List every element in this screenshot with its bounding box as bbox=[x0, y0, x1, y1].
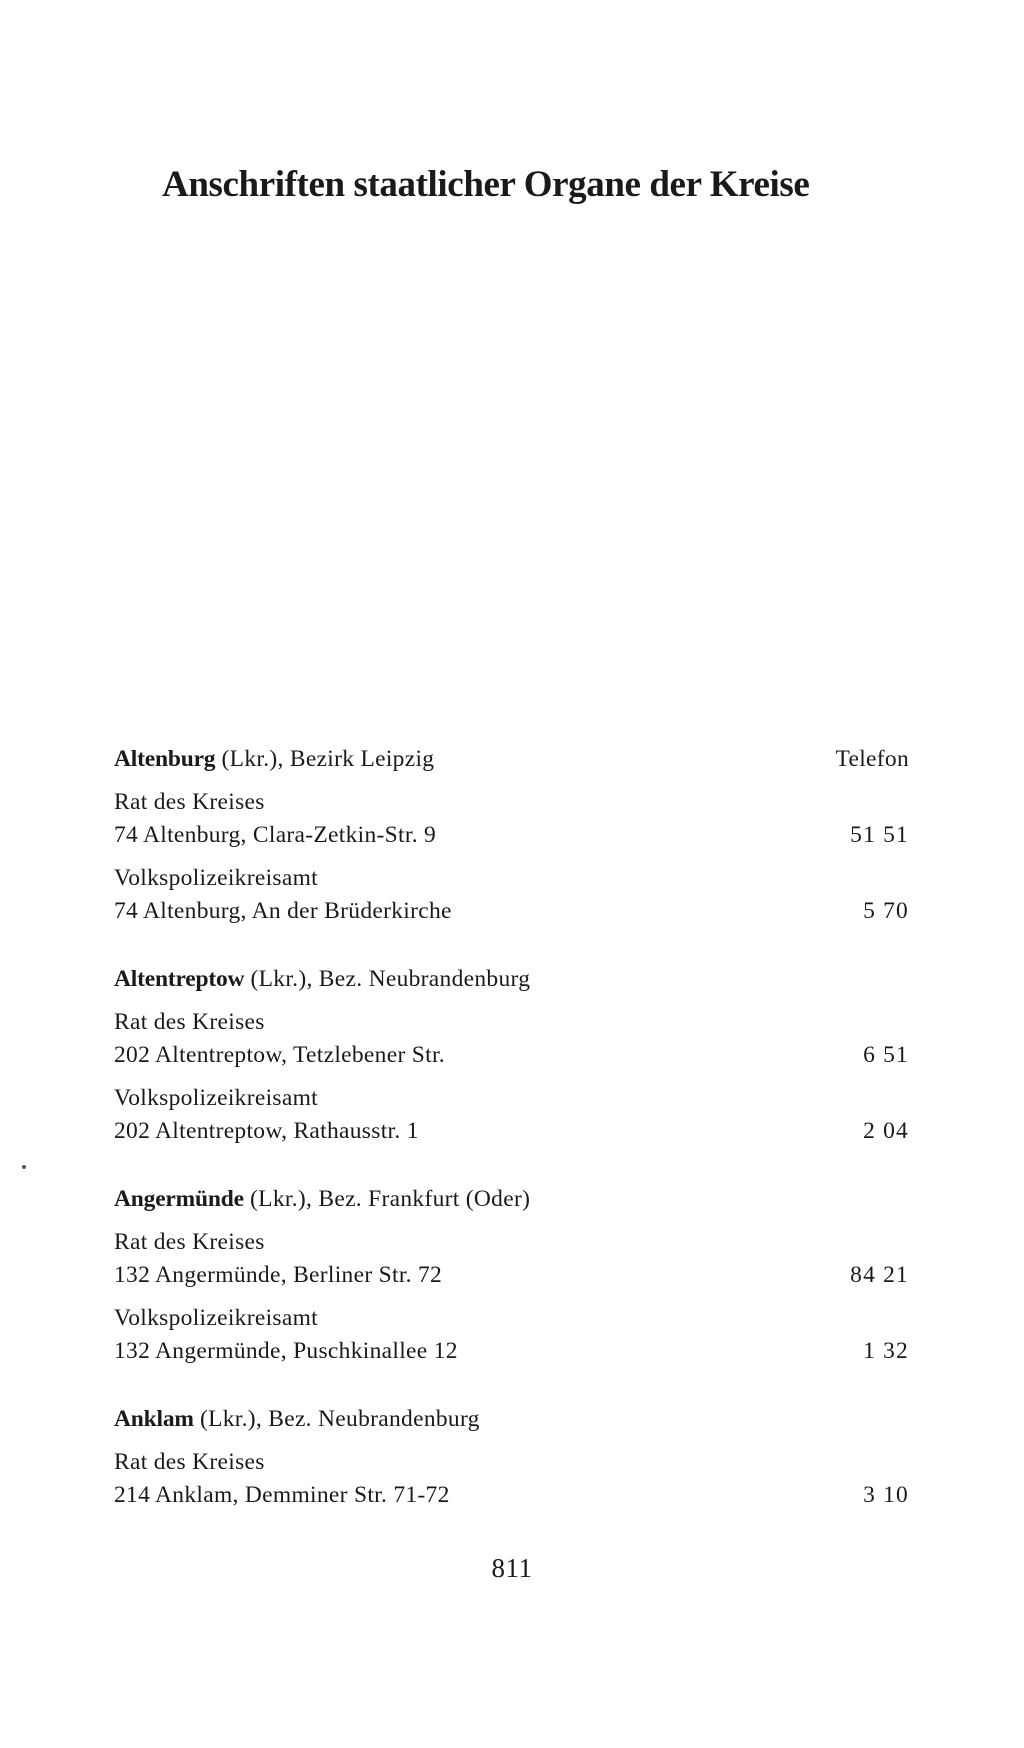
office-name: Volkspolizeikreisamt bbox=[114, 1085, 318, 1111]
page-number: 811 bbox=[491, 1553, 533, 1583]
office-address: 202 Altentreptow, Rathausstr. 1 bbox=[114, 1118, 419, 1144]
district-heading-text bbox=[114, 743, 434, 776]
district-heading bbox=[114, 743, 909, 776]
office-block bbox=[114, 786, 909, 852]
office-address: 214 Anklam, Demminer Str. 71-72 bbox=[114, 1482, 450, 1508]
office-address-line bbox=[114, 1259, 909, 1292]
district-heading bbox=[114, 963, 909, 996]
office-name-line bbox=[114, 786, 909, 819]
office-name: Volkspolizeikreisamt bbox=[114, 865, 318, 891]
district-heading-text bbox=[114, 1183, 530, 1216]
district-entry bbox=[114, 963, 909, 1148]
office-address: 74 Altenburg, An der Brüderkirche bbox=[114, 898, 452, 924]
office-name-line bbox=[114, 1082, 909, 1115]
district-entry bbox=[114, 1403, 909, 1512]
district-listing bbox=[114, 743, 909, 1547]
office-name: Rat des Kreises bbox=[114, 789, 265, 815]
district-name: Anklam bbox=[114, 1406, 194, 1432]
office-phone: 1 32 bbox=[863, 1338, 909, 1364]
office-phone: 3 10 bbox=[863, 1482, 909, 1508]
office-phone: 51 51 bbox=[850, 822, 909, 848]
district-entry bbox=[114, 1183, 909, 1368]
district-name: Altentreptow bbox=[114, 966, 245, 992]
print-speck bbox=[22, 1165, 26, 1169]
office-address: 74 Altenburg, Clara-Zetkin-Str. 9 bbox=[114, 822, 437, 848]
district-region: (Lkr.), Bezirk Leipzig bbox=[215, 746, 435, 772]
office-address: 132 Angermünde, Puschkinallee 12 bbox=[114, 1338, 458, 1364]
office-address-line bbox=[114, 1479, 909, 1512]
office-address-line bbox=[114, 819, 909, 852]
office-block bbox=[114, 1226, 909, 1292]
office-name-line bbox=[114, 1302, 909, 1335]
office-phone: 6 51 bbox=[863, 1042, 909, 1068]
district-heading bbox=[114, 1403, 909, 1436]
office-name-line bbox=[114, 1226, 909, 1259]
office-address-line bbox=[114, 1335, 909, 1368]
office-block bbox=[114, 1446, 909, 1512]
office-block bbox=[114, 862, 909, 928]
page-title: Anschriften staatlicher Organe der Kreise bbox=[162, 164, 810, 205]
office-address-line bbox=[114, 1115, 909, 1148]
district-region: (Lkr.), Bez. Frankfurt (Oder) bbox=[243, 1186, 531, 1212]
district-heading-text bbox=[114, 963, 530, 996]
district-region: (Lkr.), Bez. Neubrandenburg bbox=[193, 1406, 480, 1432]
office-name: Rat des Kreises bbox=[114, 1009, 265, 1035]
office-phone: 84 21 bbox=[850, 1262, 909, 1288]
office-name-line bbox=[114, 1446, 909, 1479]
district-heading bbox=[114, 1183, 909, 1216]
office-name-line bbox=[114, 862, 909, 895]
office-block bbox=[114, 1006, 909, 1072]
office-address: 202 Altentreptow, Tetzlebener Str. bbox=[114, 1042, 445, 1068]
district-heading-text bbox=[114, 1403, 480, 1436]
office-block bbox=[114, 1302, 909, 1368]
district-region: (Lkr.), Bez. Neubrandenburg bbox=[244, 966, 531, 992]
district-name: Angermünde bbox=[114, 1186, 244, 1212]
phone-column-header: Telefon bbox=[835, 746, 909, 772]
office-phone: 5 70 bbox=[863, 898, 909, 924]
district-entry bbox=[114, 743, 909, 928]
office-phone: 2 04 bbox=[863, 1118, 909, 1144]
office-address: 132 Angermünde, Berliner Str. 72 bbox=[114, 1262, 443, 1288]
office-name: Volkspolizeikreisamt bbox=[114, 1305, 318, 1331]
office-block bbox=[114, 1082, 909, 1148]
office-name: Rat des Kreises bbox=[114, 1229, 265, 1255]
office-name-line bbox=[114, 1006, 909, 1039]
office-name: Rat des Kreises bbox=[114, 1449, 265, 1475]
office-address-line bbox=[114, 1039, 909, 1072]
office-address-line bbox=[114, 895, 909, 928]
district-name: Altenburg bbox=[114, 746, 216, 772]
